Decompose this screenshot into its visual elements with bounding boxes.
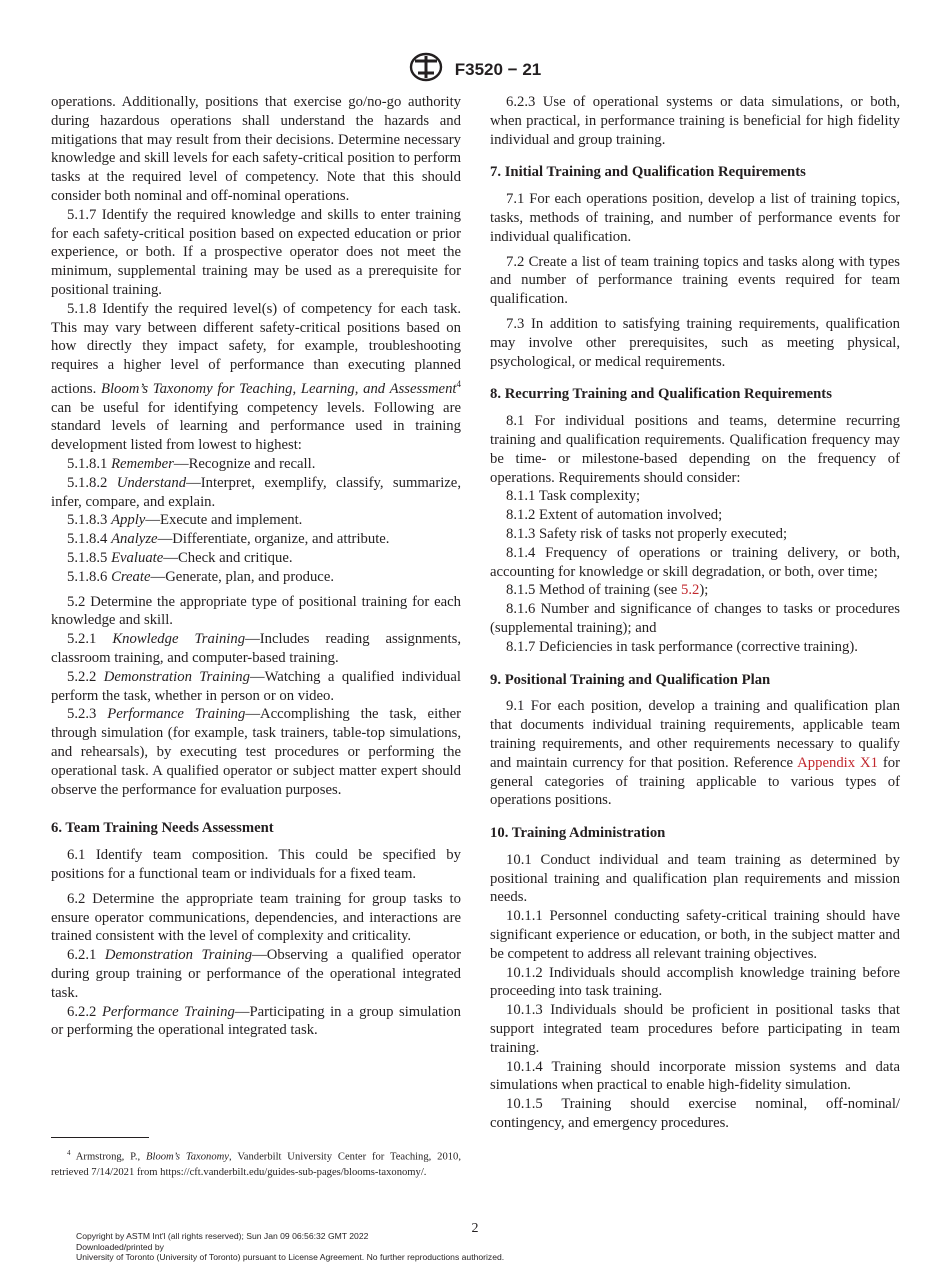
paragraph-5-1-7: 5.1.7 Identify the required knowledge and skills to enter training for each safety-critical position based on expected education or prior experience, or both. If a prospective operator does not meet the minimum, supplemental training may be used as a prerequisite for positional training. <box>51 206 461 298</box>
list-item: 10.1.1 Personnel conducting safety-critical training should have significant experience or education, or both, in the subject matter and be competent to address all relevant training objectives. <box>490 908 900 962</box>
paragraph-6-1: 6.1 Identify team composition. This could be specified by positions for a functional team or individuals for a fixed team. <box>51 847 461 882</box>
paragraph-5-2: 5.2 Determine the appropriate type of positional training for each knowledge and skill. <box>51 593 461 629</box>
paragraph-6-2-3: 6.2.3 Use of operational systems or data simulations, or both, when practical, in performance training is beneficial for high fidelity individual and group training. <box>490 94 900 148</box>
section-heading-6: 6. Team Training Needs Assessment <box>51 820 274 837</box>
list-item: 5.2.2 Demonstration Training—Watching a qualified individual perform the task, whether in person or on video. <box>51 668 461 704</box>
section-heading-8: 8. Recurring Training and Qualification Requirements <box>490 386 832 403</box>
list-item: 8.1.5 Method of training (see 5.2); <box>506 582 709 599</box>
list-item: 8.1.7 Deficiencies in task performance (corrective training). <box>506 638 858 655</box>
paragraph-5-1-8: 5.1.8 Identify the required level(s) of competency for each task. This may vary between different safety-critical positions based on how directly they impact safety, for example, troubleshooting requires a higher level of performance than executing planned actions. Bloom’s Taxonomy for Teaching, Learning, and Assessment$^4$ can be useful for identifying competency levels. Following are standard levels of learning and performance used in training development listed from lowest to highest: <box>51 300 461 454</box>
list-item: 5.1.8.3 Apply—Execute and implement. <box>67 512 303 529</box>
list-item: 8.1.2 Extent of automation involved; <box>506 507 723 524</box>
list-item: 5.2.3 Performance Training—Accomplishing the task, either through simulation (for example, task trainers, table-top simulations, and rehearsals), by executing test procedures or performing the operational task. A qualified operator or subject matter expert should observe the performance for evaluation purposes. <box>51 706 461 798</box>
right-column <box>490 93 900 1133</box>
paragraph: operations. Additionally, positions that exercise go/no-go authority during hazardous operations shall understand the hazards and mitigations that may result from their decisions. Determine necessary knowledge and skill levels for each safety-critical position to perform tasks at the required level of competency. Note that this should consider both nominal and off-nominal operations. <box>51 94 461 204</box>
list-item: 5.1.8.2 Understand—Interpret, exemplify, classify, summarize, infer, compare, and explain. <box>51 474 461 510</box>
section-heading-10: 10. Training Administration <box>490 825 666 842</box>
list-item: 6.2.1 Demonstration Training—Observing a qualified operator during group training or performance of the operational integrated task. <box>51 947 461 1001</box>
paragraph-9-1: 9.1 For each position, develop a training and qualification plan that documents individual training requirements, applicable team training requirements, and other requirements necessary to qualify and maintain currency for that position. Reference Appendix X1 for general categories of training applicable to various types of operations positions. <box>490 698 900 809</box>
astm-logo-icon <box>409 52 443 87</box>
section-heading-7: 7. Initial Training and Qualification Requirements <box>490 164 806 181</box>
paragraph-7-1: 7.1 For each operations position, develop a list of training topics, tasks, methods of training, and number of performance events for individual qualification. <box>490 191 900 245</box>
copyright-notice: Copyright by ASTM Int'l (all rights reserved); Sun Jan 09 06:56:32 GMT 2022 Downloaded/printed by University of Toronto (University of Toronto) pursuant to License Agreement. No further reproductions authorized. <box>76 1231 505 1262</box>
footnote: $^4$ Armstrong, P., Bloom’s Taxonomy, Vanderbilt University Center for Teaching, 2010, retrieved 7/14/2021 from https://cft.vanderbilt.edu/guides-sub-pages/blooms-taxonomy/. <box>51 1149 461 1178</box>
document-designation: F3520 − 21 <box>454 59 542 79</box>
paragraph-7-3: 7.3 In addition to satisfying training requirements, qualification may involve other prerequisites, such as meeting physical, psychological, or medical requirements. <box>490 315 900 370</box>
list-item: 5.2.1 Knowledge Training—Includes reading assignments, classroom training, and computer-based training. <box>51 631 461 666</box>
list-item: 5.1.8.1 Remember—Recognize and recall. <box>67 456 316 473</box>
paragraph-10-1: 10.1 Conduct individual and team training as determined by positional training and qualification plan requirements and mission needs. <box>490 851 900 906</box>
list-item: 8.1.1 Task complexity; <box>506 488 641 505</box>
list-item: 8.1.3 Safety risk of tasks not properly executed; <box>506 525 788 542</box>
list-item: 10.1.2 Individuals should accomplish knowledge training before proceeding into task training. <box>490 964 900 1000</box>
footnote-divider <box>51 1137 149 1138</box>
list-item: 10.1.4 Training should incorporate mission systems and data simulations when practical to enable high-fidelity simulation. <box>490 1058 900 1094</box>
page-number: 2 <box>471 1221 479 1236</box>
paragraph-6-2: 6.2 Determine the appropriate team training for group tasks to ensure operator communications, dependencies, and interactions are trained consistent with the level of complexity and criticality. <box>51 890 461 945</box>
list-item: 10.1.5 Training should exercise nominal, off-nominal/ contingency, and emergency procedures. <box>490 1096 900 1132</box>
paragraph-7-2: 7.2 Create a list of team training topics and tasks along with types and number of performance training events required for team qualification. <box>490 253 900 308</box>
section-heading-9: 9. Positional Training and Qualification Plan <box>490 671 771 688</box>
list-item: 5.1.8.5 Evaluate—Check and critique. <box>67 550 293 567</box>
list-item: 8.1.6 Number and significance of changes to tasks or procedures (supplemental training); and <box>490 601 900 636</box>
list-item: 8.1.4 Frequency of operations or training delivery, or both, accounting for knowledge or skill degradation, or both, over time; <box>490 544 900 580</box>
list-item: 6.2.2 Performance Training—Participating in a group simulation or performing the operational integrated task. <box>51 1003 461 1039</box>
appendix-x1-link[interactable]: Appendix X1 <box>797 754 878 771</box>
list-item: 5.1.8.4 Analyze—Differentiate, organize, and attribute. <box>67 531 390 548</box>
page-header <box>0 52 950 87</box>
blooms-taxonomy-title: Bloom’s Taxonomy for Teaching, Learning, and Assessment <box>101 380 457 397</box>
list-item: 5.1.8.6 Create—Generate, plan, and produce. <box>67 568 335 585</box>
list-item: 10.1.3 Individuals should be proficient in positional tasks that support integrated team procedures before participating in team training. <box>490 1002 900 1056</box>
left-column <box>51 93 461 1040</box>
paragraph-8-1: 8.1 For individual positions and teams, determine recurring training and qualification requirements. Qualification frequency may be time- or milestone-based depending on the frequency of operations. Requirements should consider: <box>490 413 900 486</box>
footnote-marker: 4 <box>456 378 461 389</box>
section-5-2-link[interactable]: 5.2 <box>681 582 700 599</box>
